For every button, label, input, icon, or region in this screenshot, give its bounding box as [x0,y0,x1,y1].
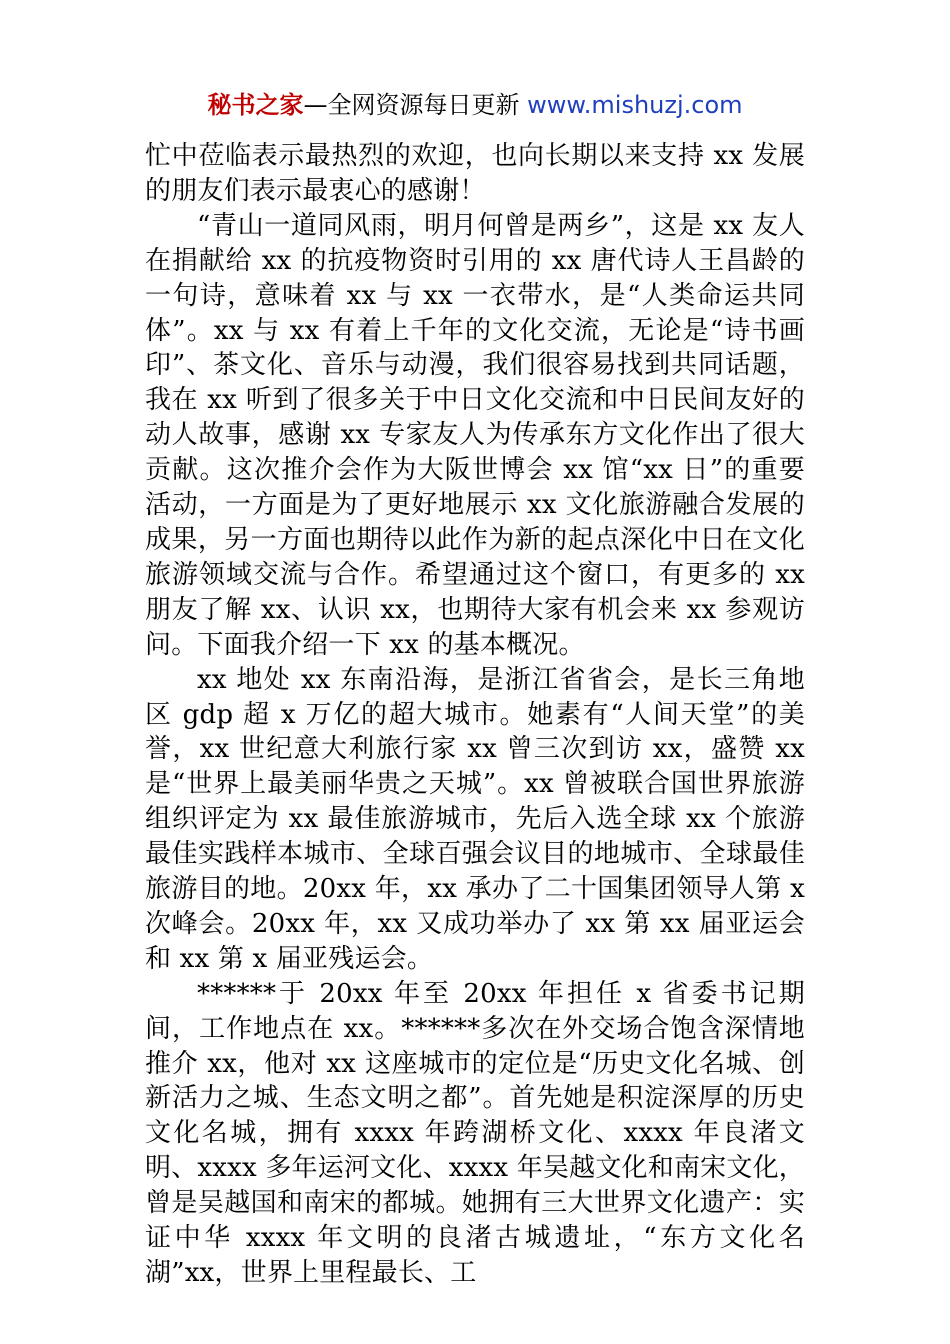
brand-name: 秘书之家 [207,91,304,119]
header-tagline: —全网资源每日更新 [303,91,520,119]
document-body [145,139,805,1291]
site-header [0,88,950,122]
site-url-link[interactable]: www.mishuzj.com [527,91,743,119]
paragraph-continued: 忙中莅临表示最热烈的欢迎，也向长期以来支持 xx 发展的朋友们表示最衷心的感谢！ [145,141,805,206]
paragraph-city-overview: xx 地处 xx 东南沿海，是浙江省省会，是长三角地区 gdp 超 x 万亿的超大城市。她素有“人间天堂”的美誉，xx 世纪意大利旅行家 xx 曾三次到访 xx，盛赞 xx 是“世界上最美丽华贵之天城”。xx 曾被联合国世界旅游组织评定为 xx 最佳旅游城市，先后入选全球 xx 个旅游最佳实践样本城市、全球百强会议目的地城市、全球最佳旅游目的地。20xx 年，xx 承办了二十国集团领导人第 x 次峰会。20xx 年，xx 又成功举办了 xx 第 xx 届亚运会和 xx 第 x 届亚残运会。 [145,664,805,974]
paragraph-history-culture: ******于 20xx 年至 20xx 年担任 x 省委书记期间，工作地点在 xx。******多次在外交场合饱含深情地推介 xx，他对 xx 这座城市的定位是“历史文化名城、创新活力之城、生态文明之都”。首先她是积淀深厚的历史文化名城，拥有 xxxx 年跨湖桥文化、xxxx 年良渚文明、xxxx 多年运河文化、xxxx 年吴越文化和南宋文化，曾是吴越国和南宋的都城。她拥有三大世界文化遗产：实证中华 xxxx 年文明的良渚古城遗址，“东方文化名湖”xx，世界上里程最长、工 [145,978,805,1288]
paragraph-poem-intro: “青山一道同风雨，明月何曾是两乡”，这是 xx 友人在捐献给 xx 的抗疫物资时引用的 xx 唐代诗人王昌龄的一句诗，意味着 xx 与 xx 一衣带水，是“人类命运共同体”。xx 与 xx 有着上千年的文化交流，无论是“诗书画印”、茶文化、音乐与动漫，我们很容易找到共同话题，我在 xx 听到了很多关于中日文化交流和中日民间友好的动人故事，感谢 xx 专家友人为传承东方文化作出了很大贡献。这次推介会作为大阪世博会 xx 馆“xx 日”的重要活动，一方面是为了更好地展示 xx 文化旅游融合发展的成果，另一方面也期待以此作为新的起点深化中日在文化旅游领域交流与合作。希望通过这个窗口，有更多的 xx 朋友了解 xx、认识 xx，也期待大家有机会来 xx 参观访问。下面我介绍一下 xx 的基本概况。 [145,210,805,660]
